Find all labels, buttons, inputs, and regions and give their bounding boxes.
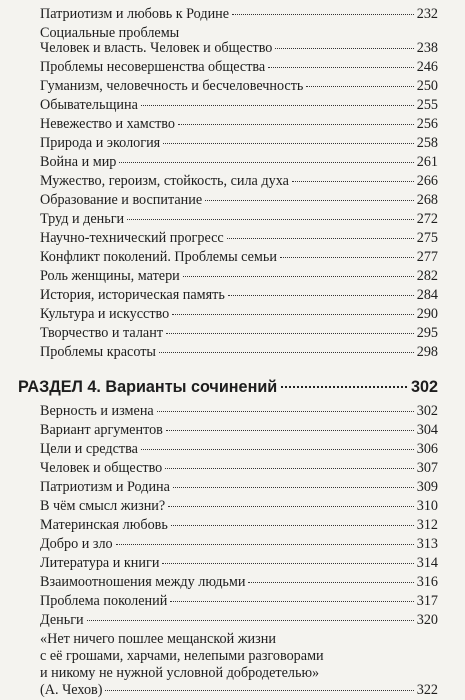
dot-leader <box>306 86 413 87</box>
dot-leader <box>172 314 413 315</box>
dot-leader <box>163 143 414 144</box>
toc-entry-page: 310 <box>416 498 438 514</box>
toc-entry <box>40 343 438 361</box>
dot-leader <box>183 276 414 277</box>
toc-entry-page: 317 <box>416 593 438 609</box>
toc-entry <box>40 611 438 629</box>
dot-leader <box>227 238 414 239</box>
toc-entry-title: Творчество и талант <box>40 325 164 341</box>
toc-entry-title: Материнская любовь <box>40 517 168 533</box>
section-heading <box>18 377 438 397</box>
toc-entry-page: 232 <box>416 6 438 22</box>
toc-entry-title: Проблемы несовершенства общества <box>40 59 266 75</box>
toc-entry-title: Обывательщина <box>40 97 138 113</box>
toc-entry-page: 306 <box>416 441 438 457</box>
toc-entry-title: История, историческая память <box>40 287 225 303</box>
toc-entry-page: 290 <box>416 306 438 322</box>
dot-leader <box>141 449 414 450</box>
toc-entry-title: Природа и экология <box>40 135 161 151</box>
toc-entry-title: Война и мир <box>40 154 117 170</box>
toc-entry-page: 256 <box>416 116 438 132</box>
dot-leader <box>232 14 414 15</box>
toc-entry-page: 246 <box>416 59 438 75</box>
toc-entry-page: 261 <box>416 154 438 170</box>
toc-entry-page: 298 <box>416 344 438 360</box>
section-page: 302 <box>410 378 438 396</box>
toc-entry <box>40 248 438 266</box>
toc-subheading: Социальные проблемы <box>40 25 180 41</box>
toc-entry-page: 309 <box>416 479 438 495</box>
toc-entry <box>40 191 438 209</box>
toc-entry <box>40 516 438 534</box>
dot-leader <box>205 200 414 201</box>
toc-entry <box>40 267 438 285</box>
toc-entry-page: 302 <box>416 403 438 419</box>
toc-entry <box>40 134 438 152</box>
dot-leader <box>141 105 414 106</box>
dot-leader <box>292 181 414 182</box>
toc-entry <box>40 497 438 515</box>
toc-entry-title: Роль женщины, матери <box>40 268 180 284</box>
toc-entry <box>40 592 438 610</box>
dot-leader <box>166 333 414 334</box>
toc-entry <box>40 5 438 23</box>
toc-entry-title: Культура и искусство <box>40 306 170 322</box>
toc-entry-page: 320 <box>416 612 438 628</box>
toc-entry-title: Труд и деньги <box>40 211 125 227</box>
toc-entry <box>40 96 438 114</box>
toc-entry-title: Патриотизм и Родина <box>40 479 170 495</box>
toc-entry-page: 312 <box>416 517 438 533</box>
toc-entry-title: Верность и измена <box>40 403 154 419</box>
dot-leader <box>170 601 413 602</box>
toc-entry <box>40 440 438 458</box>
toc-entry <box>40 153 438 171</box>
dot-leader <box>119 162 413 163</box>
toc-entry-page: 275 <box>416 230 438 246</box>
dot-leader <box>268 67 413 68</box>
toc-entry <box>40 210 438 228</box>
toc-entry <box>40 172 438 190</box>
dot-leader <box>173 487 414 488</box>
toc-entry-page: 272 <box>416 211 438 227</box>
dot-leader <box>281 386 407 388</box>
dot-leader <box>168 506 414 507</box>
dot-leader <box>157 411 414 412</box>
toc-entry-page: 322 <box>416 682 438 698</box>
toc-entry <box>40 535 438 553</box>
toc-entry <box>40 573 438 591</box>
dot-leader <box>166 430 414 431</box>
toc-entry <box>40 478 438 496</box>
toc-entry <box>40 402 438 420</box>
toc-entry-title: Деньги <box>40 612 84 628</box>
toc-entry-page: 250 <box>416 78 438 94</box>
toc-entry-page: 266 <box>416 173 438 189</box>
toc-entry-title: В чём смысл жизни? <box>40 498 166 514</box>
dot-leader <box>116 544 414 545</box>
toc-entry-title: Конфликт поколений. Проблемы семьи <box>40 249 277 265</box>
dot-leader <box>228 295 414 296</box>
toc-entry-title: Добро и зло <box>40 536 113 552</box>
toc-entry-page: 238 <box>416 40 438 56</box>
toc-entry-title: Научно-технический прогресс <box>40 230 224 246</box>
toc-entry <box>40 459 438 477</box>
toc-entry <box>40 421 438 439</box>
toc-entry <box>40 58 438 76</box>
toc-entry <box>40 324 438 342</box>
dot-leader <box>248 582 413 583</box>
toc-entry-page: 304 <box>416 422 438 438</box>
toc-entry <box>40 115 438 133</box>
toc-entry-page: 316 <box>416 574 438 590</box>
toc-entry-page: 282 <box>416 268 438 284</box>
section-title: РАЗДЕЛ 4. Варианты сочинений <box>18 378 278 396</box>
toc-entry-title: Проблема поколений <box>40 593 168 609</box>
toc-entry <box>40 39 438 57</box>
toc-entry-title: Литература и книги <box>40 555 160 571</box>
dot-leader <box>159 352 414 353</box>
dot-leader <box>165 468 413 469</box>
toc-entry-page: 284 <box>416 287 438 303</box>
toc-entry-title: Человек и общество <box>40 460 163 476</box>
toc-entry <box>40 305 438 323</box>
toc-entry-title: Вариант аргументов <box>40 422 163 438</box>
toc-entry-page: 307 <box>416 460 438 476</box>
dot-leader <box>105 690 413 691</box>
quote-line: и никому не нужной условной добродетелью» <box>40 665 320 681</box>
toc-entry-title: Взаимоотношения между людьми <box>40 574 246 590</box>
dot-leader <box>87 620 414 621</box>
toc-entry-page: 258 <box>416 135 438 151</box>
toc-entry-title: Мужество, героизм, стойкость, сила духа <box>40 173 289 189</box>
toc-entry <box>40 229 438 247</box>
dot-leader <box>275 48 413 49</box>
toc-entry-page: 268 <box>416 192 438 208</box>
toc-entry-title: Человек и власть. Человек и общество <box>40 40 273 56</box>
dot-leader <box>280 257 414 258</box>
toc-entry-title: Проблемы красоты <box>40 344 156 360</box>
toc-entry <box>40 681 438 699</box>
toc-entry-title: Гуманизм, человечность и бесчеловечность <box>40 78 304 94</box>
dot-leader <box>178 124 414 125</box>
toc-entry-page: 313 <box>416 536 438 552</box>
toc-entry-title: Патриотизм и любовь к Родине <box>40 6 230 22</box>
toc-entry-page: 295 <box>416 325 438 341</box>
toc-entry-title: (А. Чехов) <box>40 682 103 698</box>
dot-leader <box>127 219 414 220</box>
toc-entry-page: 277 <box>416 249 438 265</box>
toc-entry-page: 314 <box>416 555 438 571</box>
toc-entry-page: 255 <box>416 97 438 113</box>
quote-line: «Нет ничего пошлее мещанской жизни <box>40 631 276 647</box>
dot-leader <box>171 525 414 526</box>
toc-entry <box>40 286 438 304</box>
toc-entry <box>40 554 438 572</box>
toc-entry-title: Цели и средства <box>40 441 138 457</box>
toc-entry-title: Образование и воспитание <box>40 192 203 208</box>
dot-leader <box>162 563 413 564</box>
toc-entry-title: Невежество и хамство <box>40 116 175 132</box>
quote-line: с её грошами, харчами, нелепыми разговорами <box>40 648 324 664</box>
toc-entry <box>40 77 438 95</box>
